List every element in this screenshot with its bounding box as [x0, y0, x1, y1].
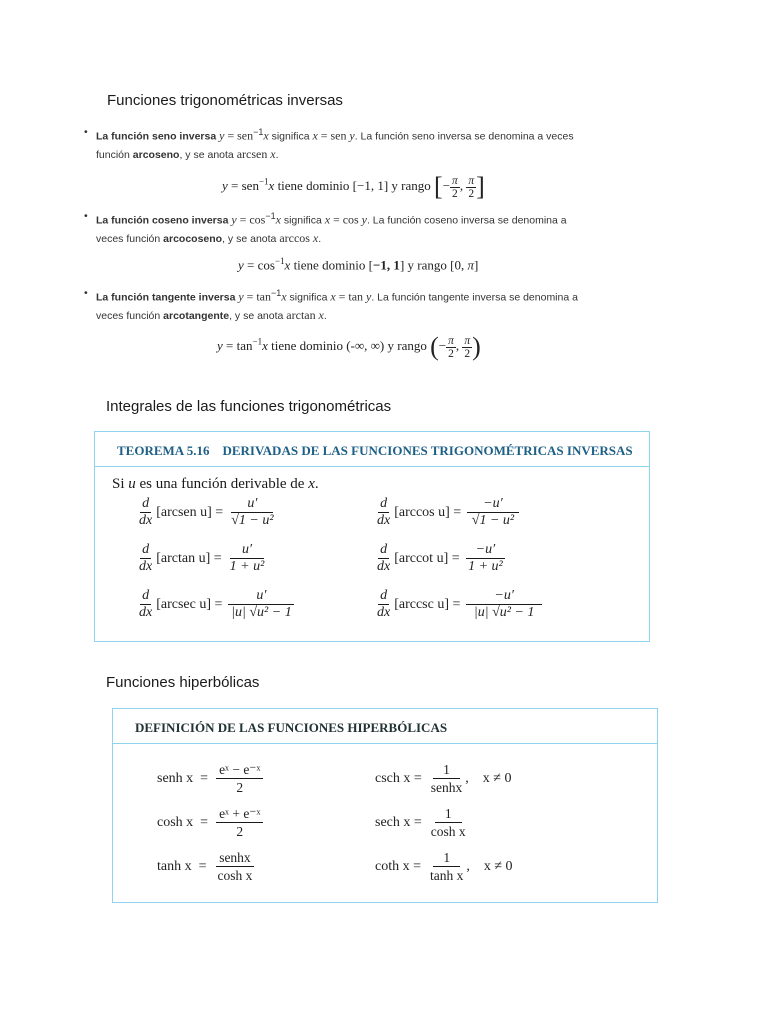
- bullet-dot: •: [84, 287, 88, 299]
- arctan-domain-range: $y = \tan^{-1}x$ tiene dominio (-∞, ∞) y rango (− $\frac{\pi}{2}$ , $\frac{\pi}{2}$ ): [217, 332, 481, 361]
- deriv-arctan: $\frac{d}{dx}$ [arctan u] = $\frac{u'}{\text{1 + u²}}$: [139, 542, 265, 574]
- bullet-dot: •: [84, 210, 88, 222]
- def-cosh: cosh x = $\frac{\text{eˣ + e⁻ˣ}}{2}$: [157, 805, 263, 840]
- bullet-arccos: • La función coseno inversa $y = \cos^{-1}x$ significa x = cos y. La función coseno inversa se denomina a veces función arcocoseno, y se anota arccos x.: [84, 210, 567, 245]
- deriv-arcsen: $\frac{d}{dx}$ [arcsen u] = $\frac{u'}{\text{√1 − u²}}$: [139, 496, 274, 528]
- arcsin-domain-range: y = sen$^{-1}$x tiene dominio [−1, 1] y rango [− $\frac{\pi}{2}$ , $\frac{\pi}{2}$ ]: [222, 172, 485, 201]
- def-senh: senh x = $\frac{\text{eˣ − e⁻ˣ}}{2}$: [157, 761, 263, 796]
- definition-title: DEFINICIÓN DE LAS FUNCIONES HIPERBÓLICAS: [135, 720, 448, 735]
- bullet-arcsin: • La función seno inversa y = sen$^{-1}$x significa x = sen y. La función seno inversa se denomina a veces función arcoseno, y se anota arcsen x.: [84, 126, 574, 161]
- arccos-domain-range: $y = \cos^{-1}x$ tiene dominio [−1, 1] y rango [0, π]: [238, 256, 479, 273]
- section-heading-integrals: Integrales de las funciones trigonométricas: [106, 398, 392, 415]
- deriv-arcsec: $\frac{d}{dx}$ [arcsec u] = $\frac{u'}{\text{|u| √u² − 1}}$: [137, 588, 294, 621]
- deriv-arccot: $\frac{d}{dx}$ [arccot u] = $\frac{-u'}{\text{1 + u²}}$: [375, 542, 505, 575]
- section-heading-inverse: Funciones trigonométricas inversas: [107, 92, 343, 109]
- deriv-arccos: $\frac{d}{dx}$ [arccos u] = $\frac{-u'}{\text{√1 − u²}}$: [375, 496, 519, 529]
- definition-box: [112, 708, 658, 903]
- theorem-box: [94, 431, 650, 642]
- bullet-dot: •: [84, 126, 88, 138]
- bullet-arctan: • La función tangente inversa $y = \tan^{-1}x$ significa x = tan y. La función tangente inversa se denomina a veces función arcotangente, y se anota arctan x.: [84, 287, 578, 322]
- theorem-intro: Si u es una función derivable de x.: [112, 476, 319, 492]
- def-sech: sech x = $\frac{1}{\text{cosh x}}$: [375, 806, 466, 839]
- section-heading-hyperbolic: Funciones hiperbólicas: [106, 674, 260, 691]
- def-coth: coth x = $\frac{1}{\text{tanh x}}$ , x ≠ 0: [375, 850, 513, 883]
- theorem-title: TEOREMA 5.16 DERIVADAS DE LAS FUNCIONES TRIGONOMÉTRICAS INVERSAS: [117, 443, 633, 458]
- def-csch: csch x = $\frac{1}{\text{senhx}}$ , x ≠ 0: [375, 762, 512, 795]
- def-tanh: tanh x = $\frac{\text{senhx}}{\text{cosh x}}$: [157, 850, 253, 883]
- deriv-arccsc: $\frac{d}{dx}$ [arccsc u] = $\frac{-u'}{\text{|u| √u² − 1}}$: [375, 588, 542, 621]
